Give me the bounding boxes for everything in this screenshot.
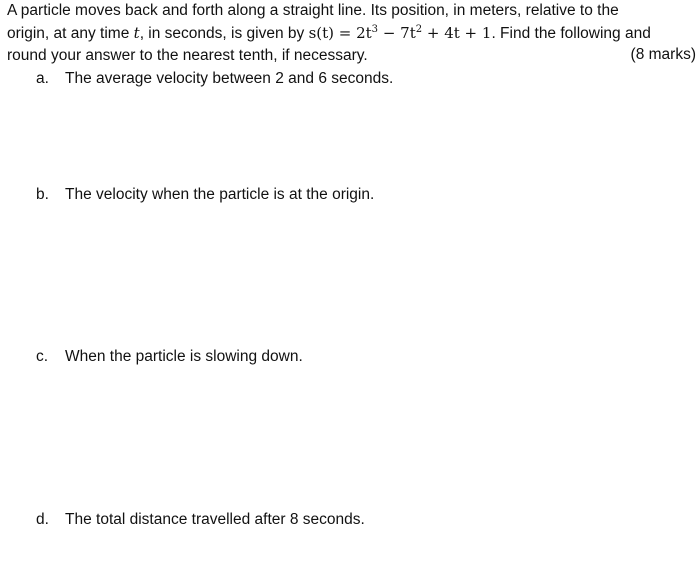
problem-statement (7, 0, 697, 67)
question-letter: b. (36, 186, 49, 203)
question-text: When the particle is slowing down. (65, 348, 303, 365)
question-text: The average velocity between 2 and 6 seconds. (65, 70, 394, 87)
question-d (36, 509, 365, 531)
problem-line-2-middle: , in seconds, is given by (139, 25, 309, 42)
question-letter: c. (36, 348, 49, 365)
question-a (36, 68, 393, 90)
problem-line-2-start: origin, at any time (7, 25, 134, 42)
position-formula: $s(t) = 2t^3 - 7t^2 + 4t + 1$ (308, 24, 492, 42)
question-b (36, 184, 374, 206)
question-letter: d. (36, 511, 49, 528)
problem-line-2 (7, 22, 697, 45)
time-variable: t (133, 24, 140, 42)
problem-line-2-end: . Find the following and (491, 25, 651, 42)
problem-line-3: round your answer to the nearest tenth, if necessary. (7, 47, 368, 64)
problem-line-1: A particle moves back and forth along a straight line. Its position, in meters, relative to the (7, 2, 619, 19)
question-text: The total distance travelled after 8 seconds. (65, 511, 365, 528)
marks-label: (8 marks) (630, 46, 696, 63)
question-text: The velocity when the particle is at the origin. (65, 186, 375, 203)
question-letter: a. (36, 70, 49, 87)
question-c (36, 346, 303, 368)
